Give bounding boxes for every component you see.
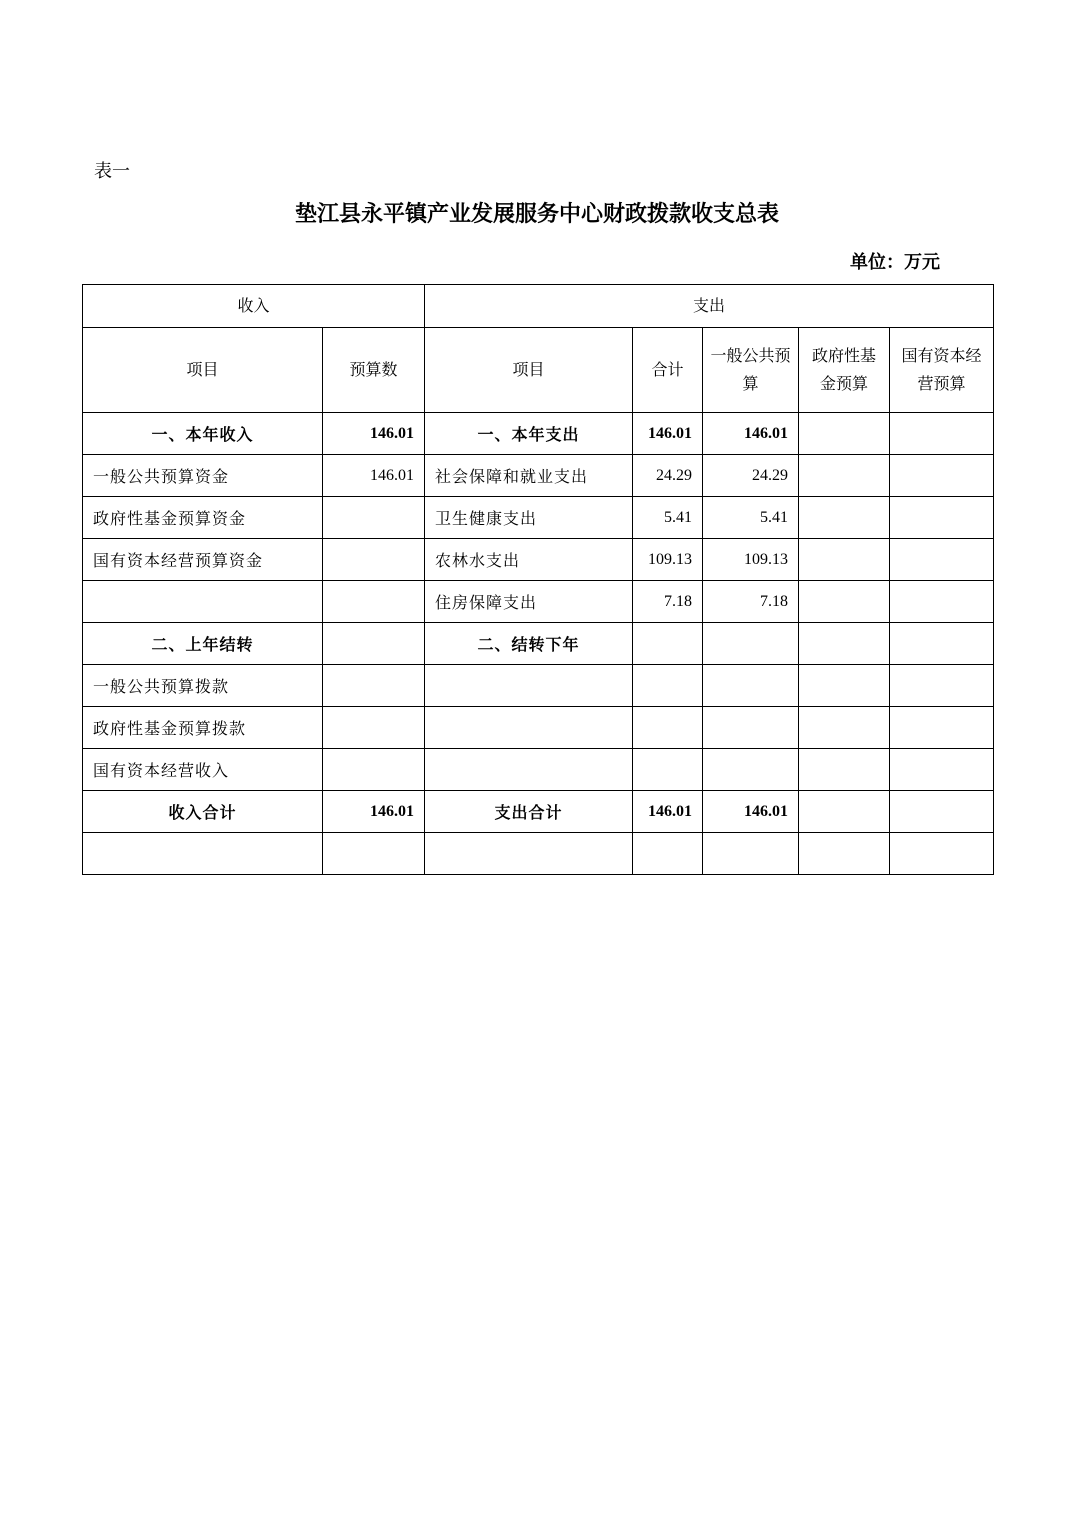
income-item: 二、上年结转 xyxy=(83,623,323,665)
expense-general: 146.01 xyxy=(703,791,799,833)
expense-item xyxy=(425,665,633,707)
income-amount xyxy=(323,665,425,707)
expense-fund xyxy=(799,749,890,791)
table-row xyxy=(83,833,994,875)
expense-general xyxy=(703,749,799,791)
income-amount: 146.01 xyxy=(323,413,425,455)
expense-total xyxy=(633,833,703,875)
table-row xyxy=(83,665,994,707)
expense-state xyxy=(890,833,994,875)
expense-total: 5.41 xyxy=(633,497,703,539)
expense-item xyxy=(425,707,633,749)
expense-general: 24.29 xyxy=(703,455,799,497)
expense-state xyxy=(890,413,994,455)
expense-total: 109.13 xyxy=(633,539,703,581)
expense-state xyxy=(890,581,994,623)
income-amount xyxy=(323,707,425,749)
col-total: 合计 xyxy=(633,328,703,413)
expense-item: 二、结转下年 xyxy=(425,623,633,665)
col-income-budget: 预算数 xyxy=(323,328,425,413)
expense-total xyxy=(633,623,703,665)
expense-item: 农林水支出 xyxy=(425,539,633,581)
col-fund-budget: 政府性基金预算 xyxy=(799,328,890,413)
income-amount xyxy=(323,623,425,665)
table-row xyxy=(83,749,994,791)
income-item: 国有资本经营收入 xyxy=(83,749,323,791)
expense-state xyxy=(890,791,994,833)
expense-total xyxy=(633,749,703,791)
expense-fund xyxy=(799,497,890,539)
expense-item: 卫生健康支出 xyxy=(425,497,633,539)
expense-fund xyxy=(799,413,890,455)
expense-total: 146.01 xyxy=(633,413,703,455)
income-amount xyxy=(323,833,425,875)
expense-item xyxy=(425,749,633,791)
income-item: 政府性基金预算拨款 xyxy=(83,707,323,749)
expense-fund xyxy=(799,665,890,707)
expense-fund xyxy=(799,833,890,875)
expense-general xyxy=(703,707,799,749)
expense-general xyxy=(703,665,799,707)
table-label: 表一 xyxy=(94,161,130,182)
expense-total: 7.18 xyxy=(633,581,703,623)
document-title: 垫江县永平镇产业发展服务中心财政拨款收支总表 xyxy=(294,201,779,227)
expense-general xyxy=(703,623,799,665)
expense-item: 社会保障和就业支出 xyxy=(425,455,633,497)
col-expense-item: 项目 xyxy=(425,328,633,413)
expense-general: 109.13 xyxy=(703,539,799,581)
col-general-budget: 一般公共预算 xyxy=(703,328,799,413)
expense-fund xyxy=(799,539,890,581)
table-row xyxy=(83,539,994,581)
income-item: 一、本年收入 xyxy=(83,413,323,455)
expense-fund xyxy=(799,455,890,497)
col-state-capital-budget: 国有资本经营预算 xyxy=(890,328,994,413)
table-row xyxy=(83,581,994,623)
table-header-row xyxy=(83,285,994,328)
expense-total: 24.29 xyxy=(633,455,703,497)
expense-state xyxy=(890,749,994,791)
expense-state xyxy=(890,455,994,497)
table-row xyxy=(83,413,994,455)
budget-summary-table xyxy=(82,284,994,875)
expense-fund xyxy=(799,707,890,749)
table-row xyxy=(83,623,994,665)
expense-general: 5.41 xyxy=(703,497,799,539)
income-amount xyxy=(323,497,425,539)
table-row xyxy=(83,497,994,539)
expense-fund xyxy=(799,791,890,833)
expense-state xyxy=(890,497,994,539)
expense-total: 146.01 xyxy=(633,791,703,833)
expense-total xyxy=(633,665,703,707)
income-item: 国有资本经营预算资金 xyxy=(83,539,323,581)
income-item: 一般公共预算资金 xyxy=(83,455,323,497)
income-header: 收入 xyxy=(83,285,425,328)
expense-general xyxy=(703,833,799,875)
column-header-row xyxy=(83,328,994,413)
expense-state xyxy=(890,665,994,707)
income-amount xyxy=(323,539,425,581)
income-item xyxy=(83,581,323,623)
expense-state xyxy=(890,623,994,665)
expense-item xyxy=(425,833,633,875)
expense-general: 7.18 xyxy=(703,581,799,623)
expense-state xyxy=(890,707,994,749)
expense-header: 支出 xyxy=(425,285,994,328)
col-income-item: 项目 xyxy=(83,328,323,413)
expense-item: 支出合计 xyxy=(425,791,633,833)
income-amount: 146.01 xyxy=(323,455,425,497)
expense-state xyxy=(890,539,994,581)
income-item: 政府性基金预算资金 xyxy=(83,497,323,539)
income-item xyxy=(83,833,323,875)
expense-total xyxy=(633,707,703,749)
income-item: 一般公共预算拨款 xyxy=(83,665,323,707)
expense-item: 一、本年支出 xyxy=(425,413,633,455)
income-amount xyxy=(323,581,425,623)
expense-general: 146.01 xyxy=(703,413,799,455)
expense-fund xyxy=(799,581,890,623)
table-row xyxy=(83,707,994,749)
unit-label: 单位：万元 xyxy=(850,252,940,273)
expense-fund xyxy=(799,623,890,665)
income-amount xyxy=(323,749,425,791)
income-item: 收入合计 xyxy=(83,791,323,833)
income-amount: 146.01 xyxy=(323,791,425,833)
table-row xyxy=(83,455,994,497)
table-row xyxy=(83,791,994,833)
expense-item: 住房保障支出 xyxy=(425,581,633,623)
